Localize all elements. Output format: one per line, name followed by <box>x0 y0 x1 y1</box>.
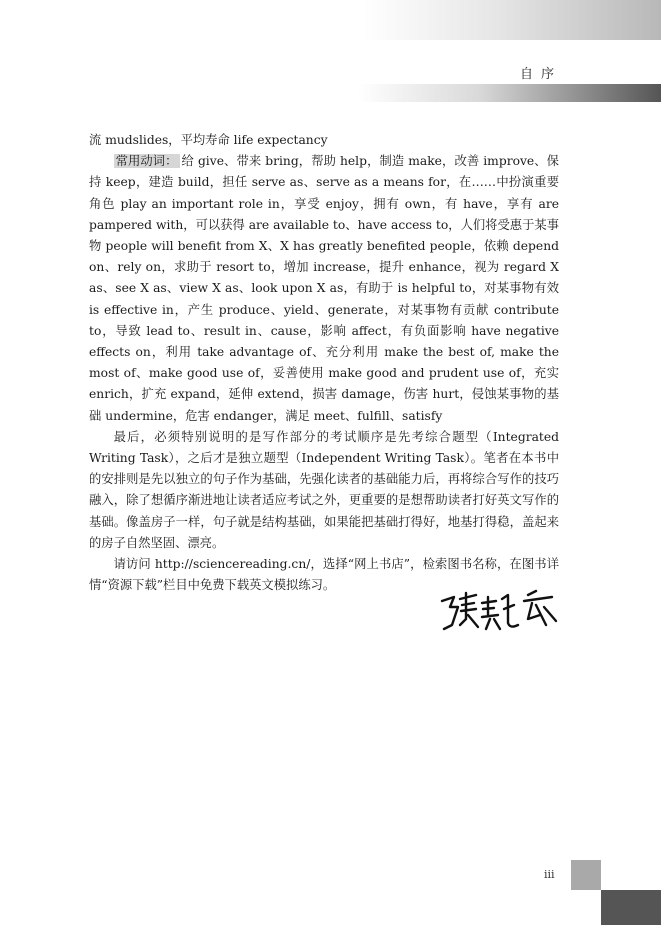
running-header-title: 自序 <box>520 67 563 82</box>
paragraph-exam-order: 最后，必须特别说明的是写作部分的考试顺序是先考综合题型（Integrated Writing Task），之后才是独立题型（Independent Writing Task）。笔者在本书中的安排则是先以独立的句子作为基础，先强化读者的基础能力后，再将综合写作的技巧融入，除了想循序渐进地让读者适应考试之外，更重要的是想帮助读者打好英文写作的基础。像盖房子一样，句子就是结构基础，如果能把基础打得好，地基打得稳，盖起来的房子自然坚固、漂亮。 <box>89 429 559 550</box>
signature-image <box>436 585 566 635</box>
corner-decoration-dark <box>601 890 661 925</box>
top-gradient-bar <box>0 0 661 40</box>
author-signature <box>436 585 566 635</box>
paragraph-common-verbs <box>89 151 559 427</box>
paragraph-continuation: 流 mudslides，平均寿命 life expectancy <box>89 133 328 147</box>
common-verbs-label: 常用动词： <box>115 154 178 169</box>
preface-body <box>89 130 559 596</box>
page-number: iii <box>544 868 555 881</box>
common-verbs-text: 给 give、带来 bring，帮助 help，制造 make，改善 improve、保持 keep，建造 build，担任 serve as、serve as a means for，在……中扮演重要角色 play an important role in，享受 enjoy，拥有 own，有 have，享有 are pampered with，可以获得 are available to、have access to，人们将受惠于某事物 people will benefit from X、X has greatly benefited people，依赖 depend on、rely on，求助于 resort to，增加 increase，提升 enhance，视为 regard X as、see X as、view X as、look upon X as，有助于 is helpful to，对某事物有效 is effective in，产生 produce、yield、generate，对某事物有贡献 contribute to，导致 lead to、result in、cause，影响 affect，有负面影响 have negative effects on，利用 take advantage of、充分利用 make the best of, make the most of、make good use of，妥善使用 make good and prudent use of，充实 enrich，扩充 expand，延伸 extend，损害 damage，伤害 hurt，侵蚀某事物的基础 undermine，危害 endanger，满足 meet、fulfill、satisfy <box>89 154 559 423</box>
header-gradient-band <box>358 84 661 102</box>
paragraph-download-note: 请访问 http://sciencereading.cn/，选择“网上书店”，检索图书名称，在图书详情“资源下载”栏目中免费下载英文模拟练习。 <box>89 557 559 593</box>
corner-decoration-light <box>571 860 601 890</box>
